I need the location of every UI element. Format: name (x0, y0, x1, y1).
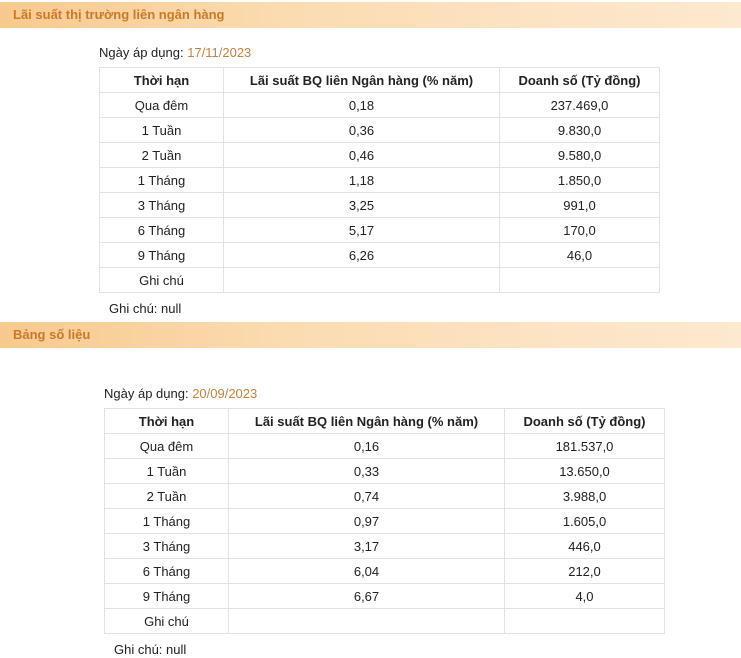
rate-cell: 0,97 (229, 509, 505, 534)
term-cell: 6 Tháng (105, 559, 229, 584)
term-cell: 1 Tuần (105, 459, 229, 484)
table-row (105, 609, 665, 634)
table-row (100, 218, 660, 243)
volume-cell: 237.469,0 (500, 93, 660, 118)
rate-cell: 6,26 (224, 243, 500, 268)
table-row (105, 559, 665, 584)
term-cell: 2 Tuần (100, 143, 224, 168)
col-header-term: Thời hạn (100, 68, 224, 93)
term-cell: Qua đêm (100, 93, 224, 118)
applied-date: 17/11/2023 (187, 45, 252, 60)
term-cell: 9 Tháng (100, 243, 224, 268)
col-header-volume: Doanh số (Tỷ đồng) (500, 68, 660, 93)
table-row (105, 434, 665, 459)
volume-cell: 46,0 (500, 243, 660, 268)
section-header-data-table (0, 322, 741, 348)
rate-cell: 3,17 (229, 534, 505, 559)
col-header-rate: Lãi suất BQ liên Ngân hàng (% năm) (224, 68, 500, 93)
volume-cell: 1.605,0 (505, 509, 665, 534)
rate-cell: 0,33 (229, 459, 505, 484)
table-row (100, 143, 660, 168)
rate-cell: 0,74 (229, 484, 505, 509)
volume-cell (500, 268, 660, 293)
table-row (105, 459, 665, 484)
table-note: Ghi chú: null (109, 301, 182, 316)
applied-date-line (104, 386, 257, 401)
table-row (105, 534, 665, 559)
col-header-term: Thời hạn (105, 409, 229, 434)
term-cell: Ghi chú (100, 268, 224, 293)
term-cell: Qua đêm (105, 434, 229, 459)
volume-cell: 13.650,0 (505, 459, 665, 484)
data-rate-table (104, 408, 665, 634)
table-note: Ghi chú: null (114, 642, 187, 657)
rate-cell: 0,46 (224, 143, 500, 168)
table-row (100, 193, 660, 218)
table-row (100, 93, 660, 118)
term-cell: Ghi chú (105, 609, 229, 634)
volume-cell: 446,0 (505, 534, 665, 559)
applied-date-label: Ngày áp dụng: (99, 45, 188, 60)
rate-cell: 1,18 (224, 168, 500, 193)
table-row (100, 268, 660, 293)
volume-cell: 3.988,0 (505, 484, 665, 509)
term-cell: 2 Tuần (105, 484, 229, 509)
term-cell: 1 Tháng (105, 509, 229, 534)
applied-date: 20/09/2023 (192, 386, 258, 401)
col-header-volume: Doanh số (Tỷ đồng) (505, 409, 665, 434)
col-header-rate: Lãi suất BQ liên Ngân hàng (% năm) (229, 409, 505, 434)
interbank-rate-table (99, 67, 660, 293)
rate-cell: 0,36 (224, 118, 500, 143)
table-header-row (100, 68, 660, 93)
term-cell: 3 Tháng (100, 193, 224, 218)
rate-cell: 0,18 (224, 93, 500, 118)
volume-cell: 170,0 (500, 218, 660, 243)
rate-cell: 6,04 (229, 559, 505, 584)
volume-cell: 181.537,0 (505, 434, 665, 459)
applied-date-label: Ngày áp dụng: (104, 386, 193, 401)
rate-cell: 5,17 (224, 218, 500, 243)
section-header-interbank (0, 2, 741, 28)
rate-cell: 6,67 (229, 584, 505, 609)
volume-cell (505, 609, 665, 634)
applied-date-line (99, 45, 251, 60)
volume-cell: 991,0 (500, 193, 660, 218)
table-row (105, 584, 665, 609)
section-title: Lãi suất thị trường liên ngân hàng (13, 7, 225, 22)
table-row (105, 509, 665, 534)
volume-cell: 9.830,0 (500, 118, 660, 143)
table-row (100, 168, 660, 193)
rate-cell (224, 268, 500, 293)
table-row (100, 118, 660, 143)
term-cell: 1 Tuần (100, 118, 224, 143)
volume-cell: 1.850,0 (500, 168, 660, 193)
rate-cell: 0,16 (229, 434, 505, 459)
term-cell: 1 Tháng (100, 168, 224, 193)
volume-cell: 4,0 (505, 584, 665, 609)
table-row (100, 243, 660, 268)
term-cell: 6 Tháng (100, 218, 224, 243)
volume-cell: 9.580,0 (500, 143, 660, 168)
section-title: Bảng số liệu (13, 327, 91, 342)
table-header-row (105, 409, 665, 434)
term-cell: 9 Tháng (105, 584, 229, 609)
table-row (105, 484, 665, 509)
rate-cell: 3,25 (224, 193, 500, 218)
volume-cell: 212,0 (505, 559, 665, 584)
term-cell: 3 Tháng (105, 534, 229, 559)
rate-cell (229, 609, 505, 634)
